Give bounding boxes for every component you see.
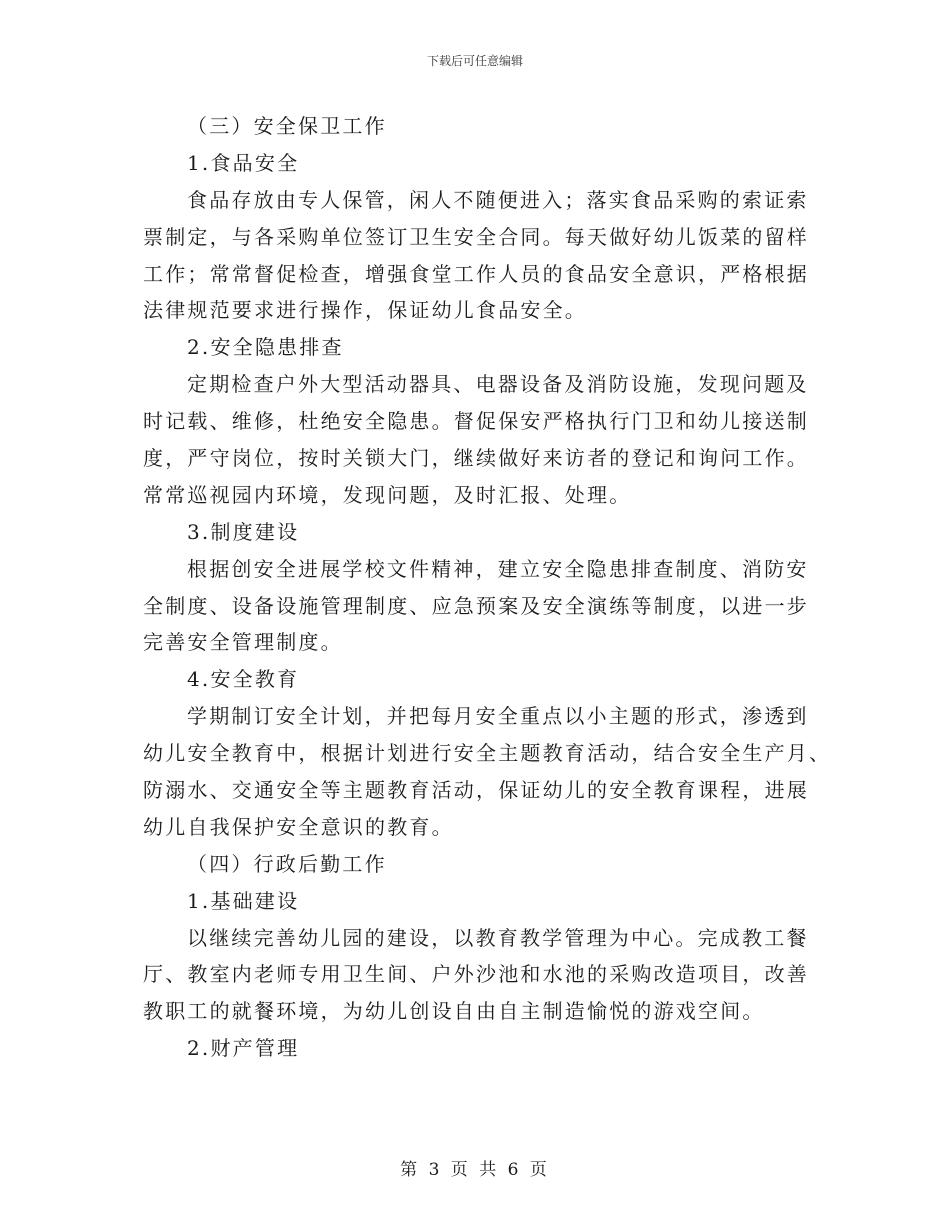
paragraph-line: 全制度、设备设施管理制度、应急预案及安全演练等制度，以进一步	[143, 593, 809, 618]
page-header: 下载后可任意编辑	[426, 54, 523, 68]
paragraph-line: 常常巡视园内环境，发现问题，及时汇报、处理。	[143, 482, 632, 507]
section-heading: 2.财产管理	[187, 1036, 300, 1061]
paragraph-line: 学期制订安全计划，并把每月安全重点以小主题的形式，渗透到	[187, 704, 809, 729]
section-heading: 1.基础建设	[187, 888, 300, 913]
section-heading: 3.制度建设	[187, 519, 300, 544]
paragraph-line: 工作；常常督促检查，增强食堂工作人员的食品安全意识，严格根据	[143, 261, 809, 286]
paragraph-line: 防溺水、交通安全等主题教育活动，保证幼儿的安全教育课程，进展	[143, 778, 809, 803]
paragraph-line: 度，严守岗位，按时关锁大门，继续做好来访者的登记和询问工作。	[143, 446, 809, 471]
paragraph-line: 定期检查户外大型活动器具、电器设备及消防设施，发现问题及	[187, 372, 809, 397]
document-body	[143, 108, 832, 1067]
section-heading: 1.食品安全	[187, 150, 300, 175]
paragraph-line: 票制定，与各采购单位签订卫生安全合同。每天做好幼儿饭菜的留样	[143, 224, 809, 249]
paragraph-line: 以继续完善幼儿园的建设，以教育教学管理为中心。完成教工餐	[187, 925, 809, 950]
paragraph-line: 幼儿自我保护安全意识的教育。	[143, 814, 454, 839]
section-heading: （四）行政后勤工作	[187, 851, 387, 876]
paragraph-line: 厅、教室内老师专用卫生间、户外沙池和水池的采购改造项目，改善	[143, 962, 809, 987]
paragraph-line: 时记载、维修，杜绝安全隐患。督促保安严格执行门卫和幼儿接送制	[143, 409, 809, 434]
paragraph-line: 食品存放由专人保管，闲人不随便进入；落实食品采购的索证索	[187, 187, 809, 212]
section-heading: （三）安全保卫工作	[187, 114, 387, 138]
paragraph-line: 教职工的就餐环境，为幼儿创设自由自主制造愉悦的游戏空间。	[143, 999, 765, 1024]
paragraph-line: 完善安全管理制度。	[143, 630, 343, 655]
section-heading: 4.安全教育	[187, 667, 300, 692]
paragraph-line: 幼儿安全教育中，根据计划进行安全主题教育活动，结合安全生产月、	[143, 741, 832, 766]
page-number: 第 3 页 共 6 页	[400, 1160, 550, 1180]
section-heading: 2.安全隐患排查	[187, 335, 344, 360]
paragraph-line: 法律规范要求进行操作，保证幼儿食品安全。	[143, 298, 587, 323]
paragraph-line: 根据创安全进展学校文件精神，建立安全隐患排查制度、消防安	[187, 556, 809, 581]
